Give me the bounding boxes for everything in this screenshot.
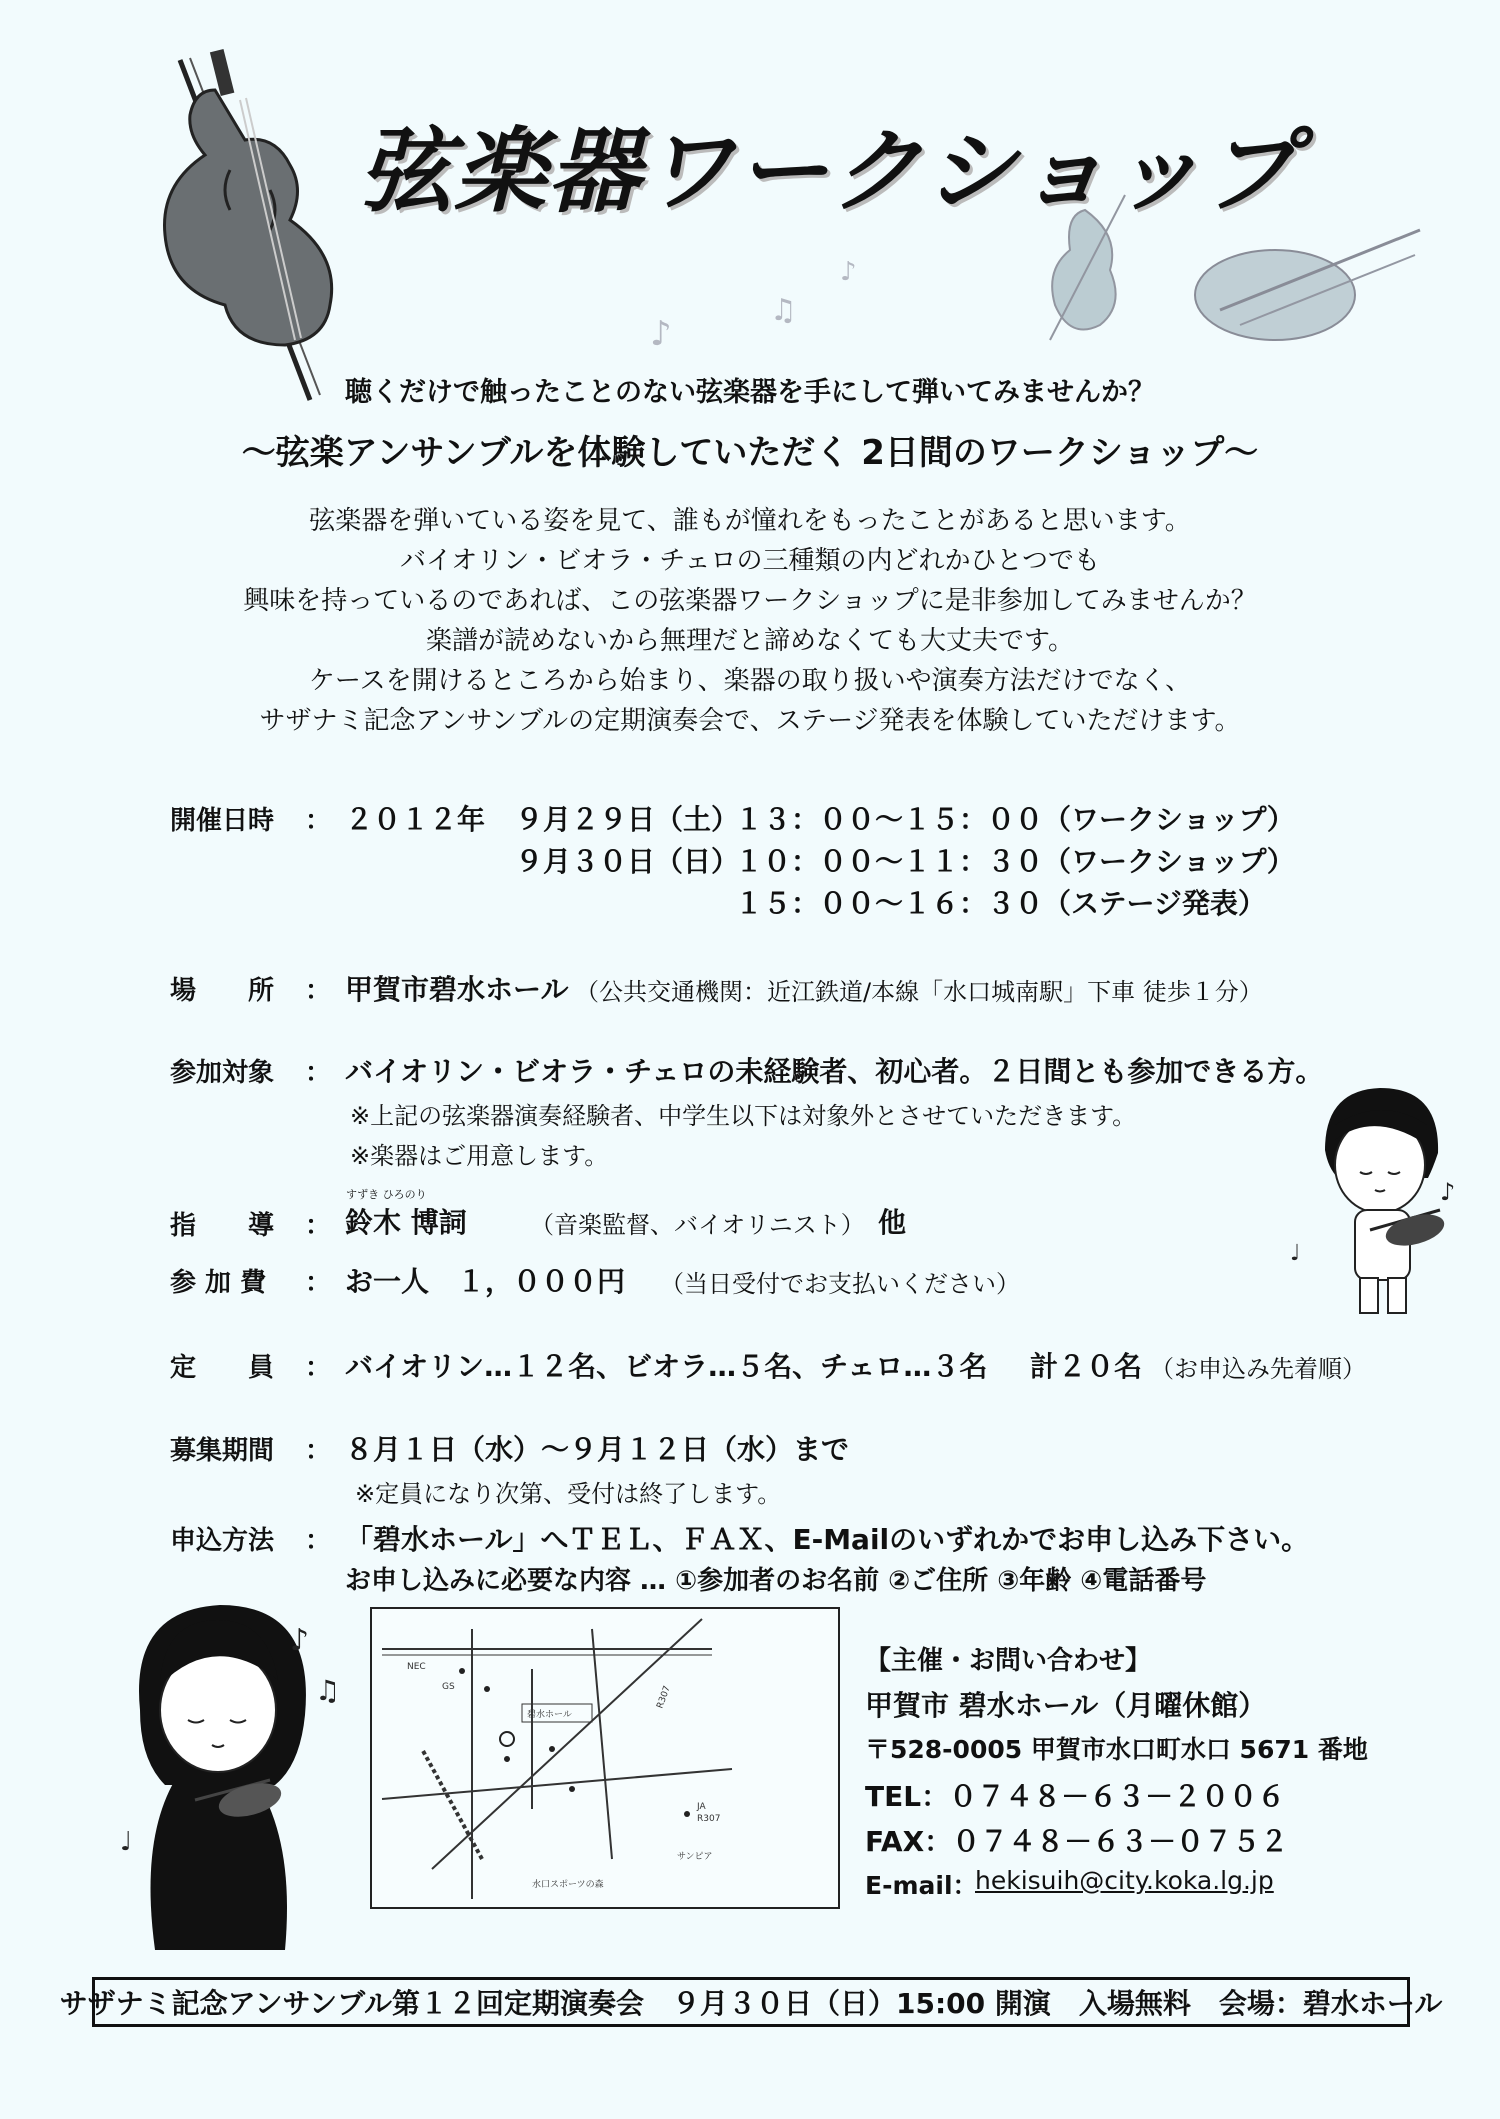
period-text: ８月１日（水）～９月１２日（水）まで — [345, 1433, 850, 1466]
contact-org: 甲賀市 碧水ホール（月曜休館） — [865, 1689, 1267, 1722]
fee-amount: お一人 １，０００円 — [345, 1265, 626, 1298]
schedule-label: 開催日時 — [170, 806, 275, 836]
capacity-note: （お申込み先着順） — [1150, 1355, 1366, 1383]
apply-required: お申し込みに必要な内容 … ①参加者のお名前 ②ご住所 ③年齢 ④電話番号 — [345, 1566, 1207, 1596]
svg-text:♩: ♩ — [1290, 1241, 1301, 1266]
period-label: 募集期間 — [170, 1436, 275, 1466]
instructor-ruby: すずき ひろのり — [346, 1188, 427, 1201]
target-text: バイオリン・ビオラ・チェロの未経験者、初心者。２日間とも参加できる方。 — [345, 1055, 1324, 1088]
schedule-day1: ９月２９日（土） — [515, 803, 740, 836]
intro-line: ケースを開けるところから始まり、楽器の取り扱いや演奏方法だけでなく、 — [308, 666, 1192, 696]
target-note: ※楽器はご用意します。 — [350, 1142, 609, 1170]
contact-email-label: E-mail： — [865, 1871, 978, 1900]
venue-name: 甲賀市碧水ホール — [345, 973, 569, 1006]
instructor-role: （音楽監督、バイオリニスト） — [530, 1211, 865, 1239]
map-label-sports: 水口スポーツの森 — [532, 1880, 604, 1890]
concert-footer: サザナミ記念アンサンブル第１２回定期演奏会 ９月３０日（日）15:00 開演 入場無料 会場：碧水ホール — [92, 1977, 1410, 2027]
map-label-sunpia: サンピア — [677, 1852, 713, 1862]
contact-fax: FAX：０７４８－６３－０７５２ — [865, 1825, 1289, 1858]
colon: ： — [305, 976, 332, 1006]
target-note: ※上記の弦楽器演奏経験者、中学生以下は対象外とさせていただきます。 — [350, 1102, 1137, 1130]
venue-access: （公共交通機関：近江鉄道/本線「水口城南駅」下車 徒歩１分） — [575, 978, 1263, 1006]
colon: ： — [305, 1526, 332, 1556]
svg-text:♪: ♪ — [650, 314, 672, 354]
svg-text:♩: ♩ — [120, 1827, 133, 1857]
map-label-ja: JA — [697, 1802, 706, 1812]
svg-text:♪: ♪ — [1440, 1178, 1456, 1206]
colon: ： — [305, 1353, 332, 1383]
intro-line: バイオリン・ビオラ・チェロの三種類の内どれかひとつでも — [400, 546, 1100, 576]
apply-label: 申込方法 — [170, 1526, 275, 1556]
capacity-label: 定 員 — [170, 1353, 275, 1383]
schedule-year: ２０１２年 — [345, 803, 486, 836]
schedule-day2: ９月３０日（日） — [515, 845, 740, 878]
instructor-label: 指 導 — [170, 1211, 275, 1241]
capacity-total: 計２０名 — [1030, 1350, 1143, 1383]
map-label-hall: 碧水ホール — [527, 1710, 572, 1720]
intro-line: 弦楽器を弾いている姿を見て、誰もが憧れをもったことがあると思います。 — [309, 506, 1191, 536]
map-label-nec: NEC — [407, 1662, 426, 1672]
schedule-day2-time1: １０：００～１１：３０（ワークショップ） — [735, 845, 1295, 878]
contact-header: 【主催・お問い合わせ】 — [865, 1646, 1152, 1676]
contact-email-link[interactable]: hekisuih@city.koka.lg.jp — [975, 1866, 1274, 1895]
violin-bow-illustration — [120, 40, 350, 410]
page-title: 弦楽器ワークショップ — [360, 118, 1299, 225]
svg-text:♫: ♫ — [315, 1674, 341, 1707]
capacity-text: バイオリン…１２名、ビオラ…５名、チェロ…３名 — [345, 1350, 988, 1383]
colon: ： — [305, 1058, 332, 1088]
map-label-r307: R307 — [697, 1814, 721, 1824]
subtitle: ～弦楽アンサンブルを体験していただく 2日間のワークショップ～ — [241, 433, 1259, 473]
intro-line: 興味を持っているのであれば、この弦楽器ワークショップに是非参加してみませんか？ — [243, 586, 1257, 616]
period-note: ※定員になり次第、受付は終了します。 — [355, 1480, 782, 1508]
colon: ： — [305, 1211, 332, 1241]
colon: ： — [305, 806, 332, 836]
venue-label: 場 所 — [170, 976, 275, 1006]
schedule-day2-time2: １５：００～１６：３０（ステージ発表） — [735, 887, 1266, 920]
boy-violinist-illustration — [1280, 1080, 1480, 1320]
map-label-r307-vertical: R307 — [655, 1684, 673, 1711]
map-label-gs: GS — [442, 1682, 455, 1692]
schedule-day1-time: １３：００～１５：００（ワークショップ） — [735, 803, 1295, 836]
music-notes-decoration — [640, 250, 900, 360]
target-label: 参加対象 — [170, 1058, 275, 1088]
intro-line: 楽譜が読めないから無理だと諦めなくても大丈夫です。 — [426, 626, 1074, 656]
large-violin-illustration — [1180, 215, 1430, 345]
contact-tel: TEL：０７４８－６３－２００６ — [865, 1780, 1286, 1813]
apply-text: 「碧水ホール」へＴＥＬ、ＦＡＸ、E-Mailのいずれかでお申し込み下さい。 — [345, 1523, 1310, 1556]
contact-address: 〒528-0005 甲賀市水口町水口 5671 番地 — [865, 1735, 1368, 1764]
girl-violinist-illustration — [100, 1600, 360, 1960]
tagline: 聴くだけで触ったことのない弦楽器を手にして弾いてみませんか？ — [345, 377, 1155, 408]
svg-text:♪: ♪ — [290, 1623, 310, 1658]
svg-text:♪: ♪ — [840, 257, 857, 287]
access-map — [370, 1607, 840, 1909]
instructor-suffix: 他 — [878, 1206, 907, 1239]
colon: ： — [305, 1436, 332, 1466]
fee-label: 参 加 費 — [170, 1268, 267, 1298]
intro-line: サザナミ記念アンサンブルの定期演奏会で、ステージ発表を体験していただけます。 — [259, 706, 1241, 736]
instructor-name: 鈴木 博詞 — [345, 1206, 467, 1239]
svg-text:♫: ♫ — [770, 293, 797, 328]
fee-note: （当日受付でお支払いください） — [660, 1270, 1020, 1298]
map-drawing — [372, 1609, 838, 1907]
colon: ： — [305, 1268, 332, 1298]
